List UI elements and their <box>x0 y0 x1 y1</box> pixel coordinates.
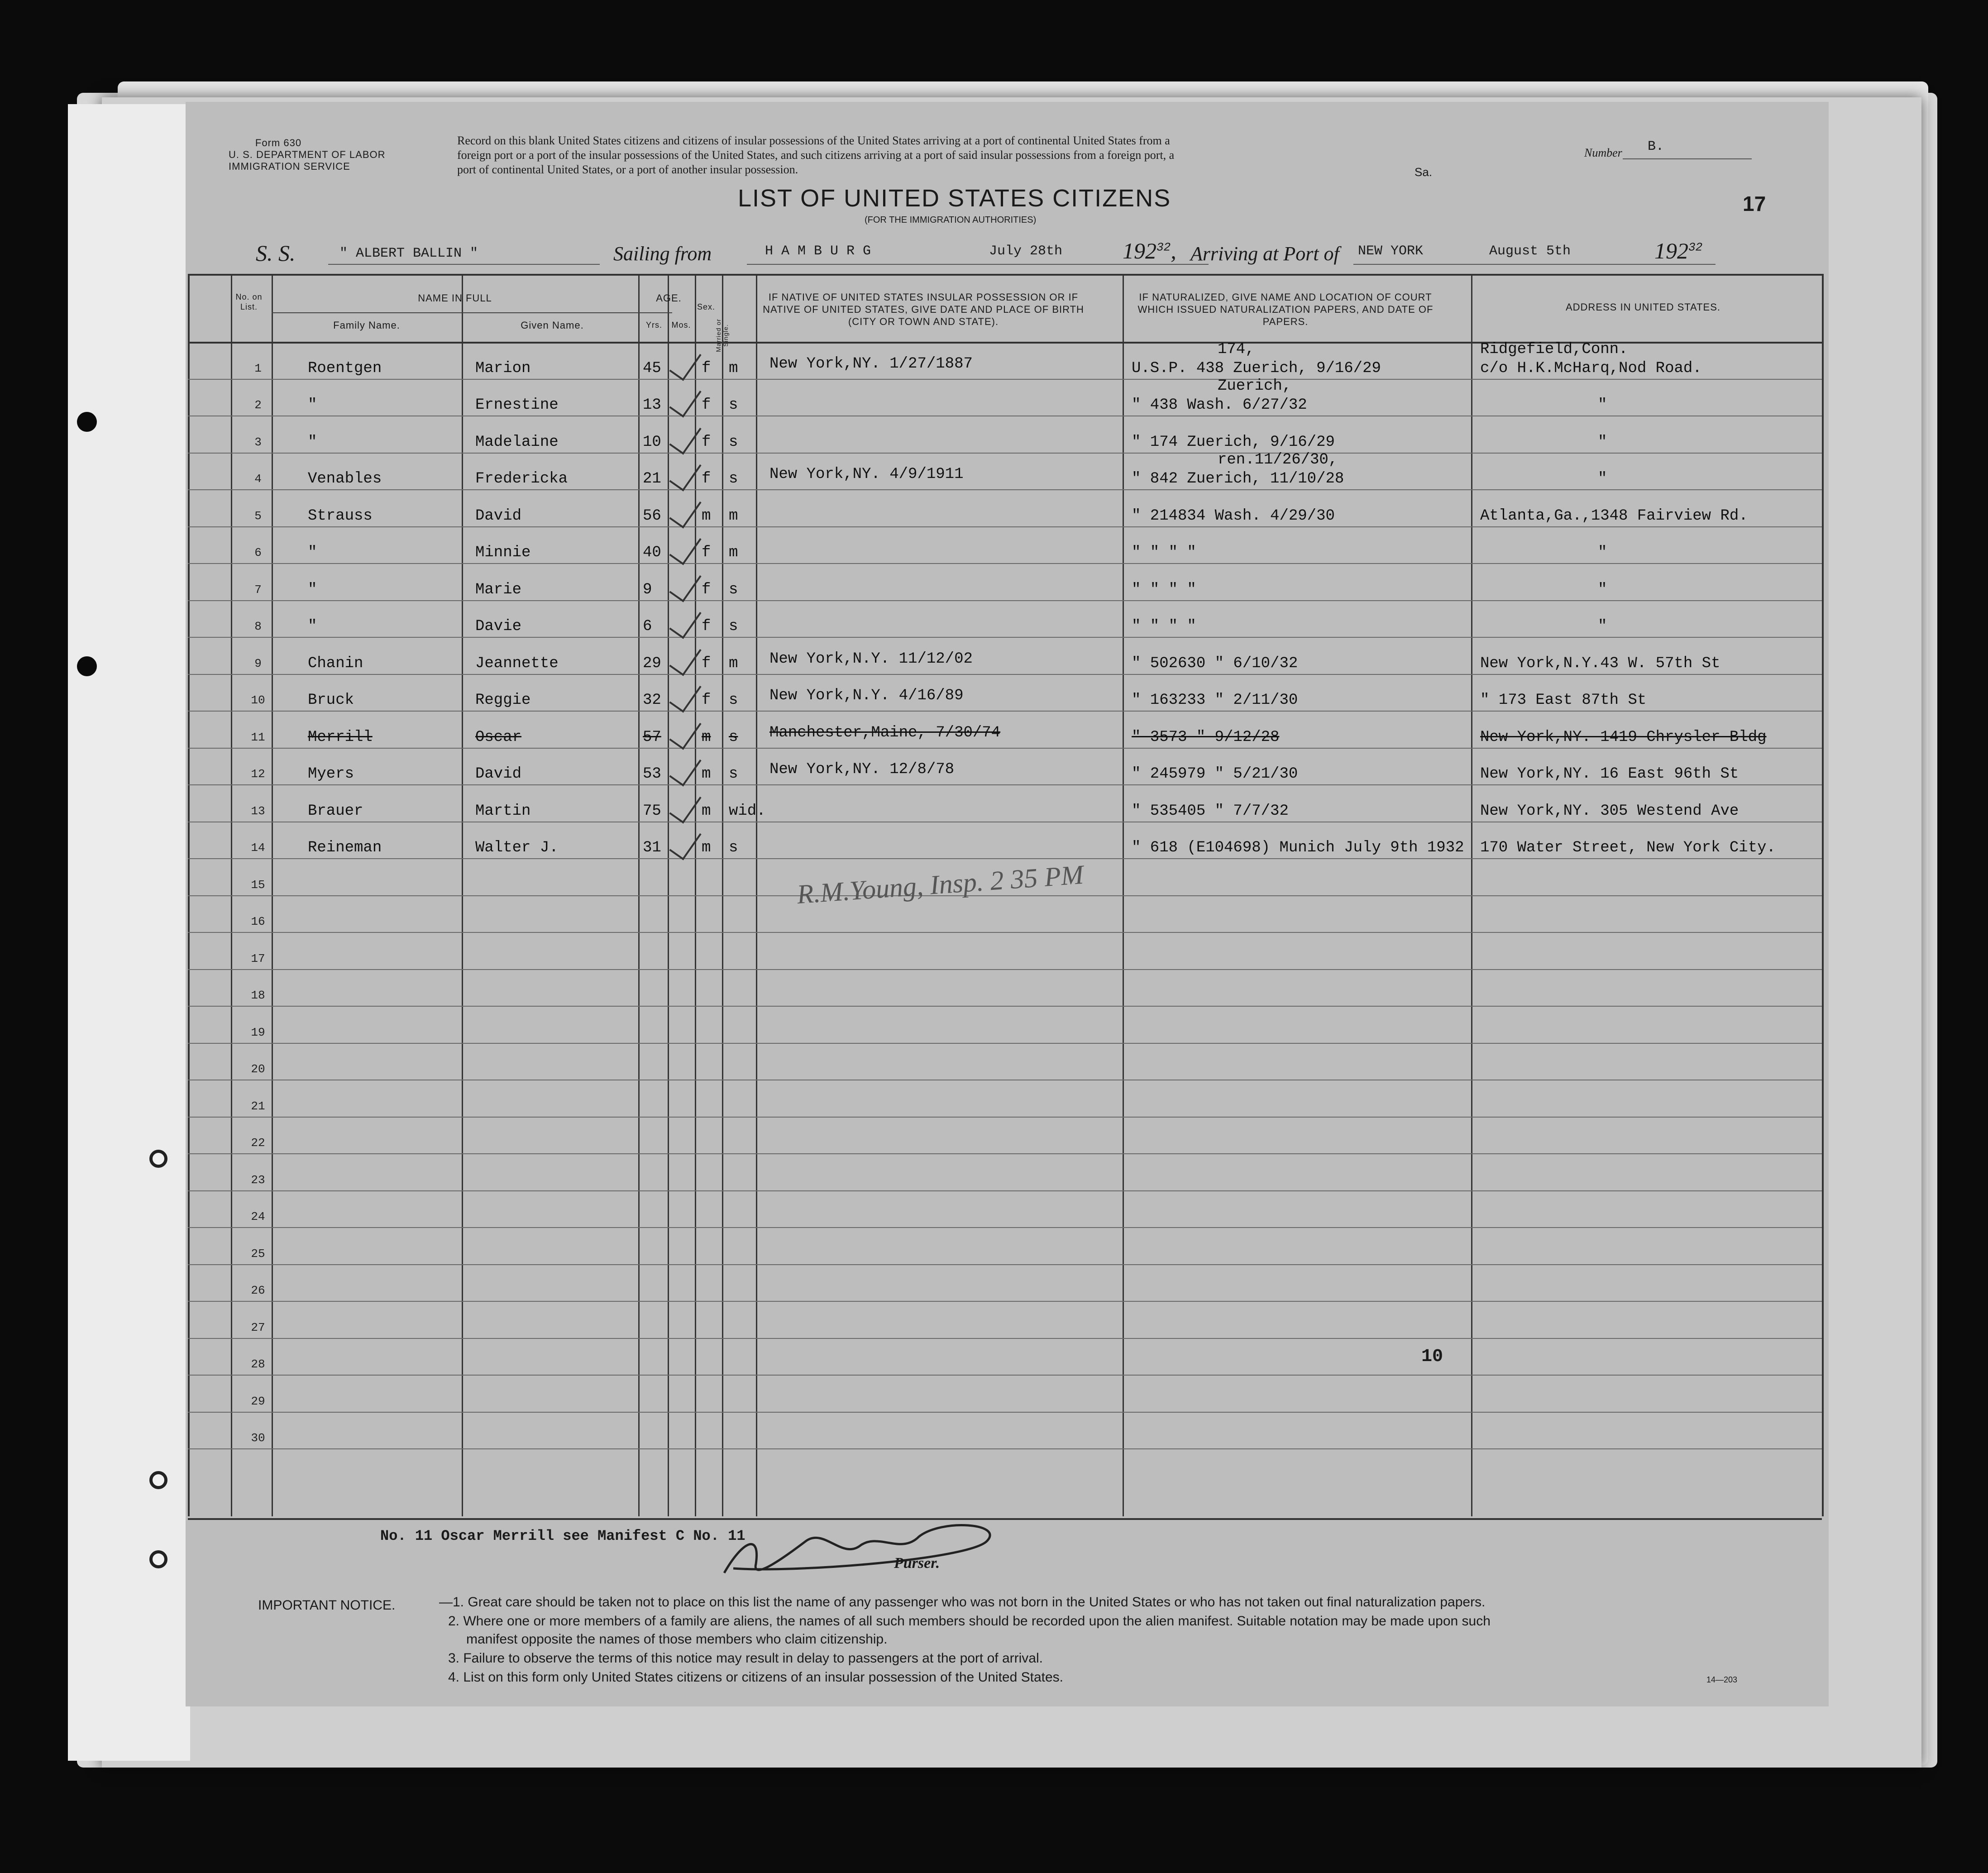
row-number: 17 <box>251 951 265 965</box>
row-number: 30 <box>251 1431 265 1445</box>
marital-status: s <box>729 433 738 451</box>
row-rule <box>188 1375 1822 1376</box>
naturalization-papers: " 842 Zuerich, 11/10/28 <box>1132 470 1344 487</box>
age-years: 56 <box>643 507 661 525</box>
col-address: ADDRESS IN UNITED STATES. <box>1565 301 1720 313</box>
family-name: Bruck <box>308 692 354 709</box>
notice-4: 4. List on this form only United States citizens or citizens of an insular possession of the United States. <box>448 1670 1064 1685</box>
address: New York,NY. 1419 Chrysler Bldg <box>1480 728 1767 746</box>
given-name: David <box>475 765 522 783</box>
col-yrs: Yrs. <box>645 320 662 330</box>
naturalization-note: ren.11/26/30, <box>1218 451 1338 468</box>
notice-2b: manifest opposite the names of those members who claim citizenship. <box>466 1632 888 1647</box>
row-number: 7 <box>254 583 262 597</box>
row-number: 4 <box>254 472 262 486</box>
address: 170 Water Street, New York City. <box>1480 839 1776 856</box>
age-years: 57 <box>643 728 661 746</box>
sailing-year: $192^{32}$, <box>1123 238 1176 263</box>
instructions-line-2: foreign port or a port of the insular possessions of the United States, and such citizens arriving at a port of said insular possessions from a foreign port, a <box>457 148 1175 162</box>
given-name: Davie <box>475 618 522 635</box>
page-subtitle: (FOR THE IMMIGRATION AUTHORITIES) <box>865 215 1037 225</box>
given-name: Oscar <box>475 728 522 746</box>
row-rule <box>188 1227 1822 1228</box>
family-name: Brauer <box>308 802 363 820</box>
department: U. S. DEPARTMENT OF LABOR <box>229 149 386 160</box>
purser-signature <box>706 1514 1023 1586</box>
row-number: 25 <box>251 1247 265 1261</box>
col-no: No. on List. <box>235 292 263 311</box>
arriving-date: August 5th <box>1489 244 1571 259</box>
sa-mark: Sa. <box>1415 165 1433 179</box>
row-rule <box>188 489 1822 490</box>
age-years: 32 <box>643 692 661 709</box>
arriving-label: Arriving at Port of <box>1190 243 1339 265</box>
row-number: 15 <box>251 878 265 892</box>
naturalization-papers: " 214834 Wash. 4/29/30 <box>1132 507 1335 525</box>
row-number: 22 <box>251 1136 265 1150</box>
naturalization-papers: " 618 (E104698) Munich July 9th 1932 <box>1132 839 1464 856</box>
row-number: 16 <box>251 915 265 928</box>
naturalization-papers: " " " " <box>1132 581 1196 598</box>
address-line-1: Ridgefield,Conn. <box>1480 340 1628 358</box>
sex: m <box>702 765 711 783</box>
age-years: 13 <box>643 397 661 414</box>
family-name: Strauss <box>308 507 373 525</box>
sex: f <box>702 544 711 561</box>
birth-place-date: New York,N.Y. 4/16/89 <box>769 687 964 704</box>
row-rule <box>188 1153 1822 1154</box>
age-years: 9 <box>643 581 652 598</box>
row-number: 18 <box>251 989 265 1002</box>
marital-status: m <box>729 544 738 561</box>
row-number: 21 <box>251 1099 265 1113</box>
birth-place-date: New York,NY. 12/8/78 <box>769 761 955 778</box>
instructions <box>457 134 1174 177</box>
given-name: Marie <box>475 581 522 598</box>
row-number: 13 <box>251 804 265 818</box>
notice-2a: 2. Where one or more members of a family are aliens, the names of all such members should be recorded upon the alien manifest. Suitable notation may be made upon such <box>448 1614 1491 1629</box>
row-rule <box>188 932 1822 933</box>
address: " <box>1598 581 1607 598</box>
sex: f <box>702 433 711 451</box>
given-name: Madelaine <box>475 433 559 451</box>
stray-number: 10 <box>1421 1347 1443 1367</box>
table-frame <box>188 274 1822 1520</box>
birth-place-date: Manchester,Maine, 7/30/74 <box>769 724 1001 741</box>
row-number: 3 <box>254 435 262 449</box>
col-given-name: Given Name. <box>521 320 584 331</box>
age-years: 53 <box>643 765 661 783</box>
marital-status: s <box>729 765 738 783</box>
age-years: 31 <box>643 839 661 856</box>
marital-status: s <box>729 397 738 414</box>
form-number: Form 630 <box>255 137 302 148</box>
row-number: 19 <box>251 1025 265 1039</box>
row-number: 27 <box>251 1320 265 1334</box>
given-name: Minnie <box>475 544 531 561</box>
row-rule <box>188 1117 1822 1118</box>
sex: f <box>702 470 711 487</box>
sex: f <box>702 359 711 377</box>
family-name: Chanin <box>308 655 363 672</box>
manifest-note: No. 11 Oscar Merrill see Manifest C No. 11 <box>380 1528 746 1544</box>
number-underline <box>1623 158 1752 159</box>
row-rule <box>188 1338 1822 1339</box>
row-number: 26 <box>251 1284 265 1297</box>
naturalization-papers: " " " " <box>1132 618 1196 635</box>
row-rule <box>188 453 1822 454</box>
col-naturalized: IF NATURALIZED, GIVE NAME AND LOCATION OF COURT WHICH ISSUED NATURALIZATION PAPERS, AND DATE OF PAPERS. <box>1137 291 1434 327</box>
family-name: Reineman <box>308 839 382 856</box>
col-family-name: Family Name. <box>333 320 400 331</box>
row-rule <box>188 1006 1822 1007</box>
number-value: B. <box>1648 139 1664 154</box>
arriving-port: NEW YORK <box>1358 244 1424 259</box>
marital-status: s <box>729 728 738 746</box>
address: " <box>1598 397 1607 414</box>
marital-status: s <box>729 581 738 598</box>
row-rule <box>188 1301 1822 1302</box>
sex: m <box>702 728 711 746</box>
family-name: " <box>308 397 317 414</box>
birth-place-date: New York,NY. 4/9/1911 <box>769 466 964 483</box>
sex: m <box>702 507 711 525</box>
row-rule <box>188 858 1822 859</box>
row-number: 28 <box>251 1357 265 1371</box>
naturalization-note: 174, <box>1218 340 1255 358</box>
row-number: 6 <box>254 546 262 559</box>
purser-label: Purser. <box>894 1555 940 1572</box>
naturalization-papers: " " " " <box>1132 544 1196 561</box>
punch-ring <box>149 1550 167 1568</box>
given-name: Reggie <box>475 692 531 709</box>
age-years: 75 <box>643 802 661 820</box>
service: IMMIGRATION SERVICE <box>229 161 350 172</box>
sex: f <box>702 655 711 672</box>
ship-name: " ALBERT BALLIN " <box>339 246 478 261</box>
naturalization-note: Zuerich, <box>1218 377 1292 395</box>
marital-status: s <box>729 692 738 709</box>
given-name: Jeannette <box>475 655 559 672</box>
row-rule <box>188 969 1822 970</box>
ship-underline <box>328 264 600 265</box>
address: New York,NY. 305 Westend Ave <box>1480 802 1739 820</box>
marital-status: m <box>729 359 738 377</box>
row-number: 9 <box>254 656 262 670</box>
sailing-label: Sailing from <box>613 243 712 265</box>
address: " <box>1598 544 1607 561</box>
age-years: 21 <box>643 470 661 487</box>
row-number: 5 <box>254 509 262 523</box>
sex: f <box>702 397 711 414</box>
family-name: Merrill <box>308 728 373 746</box>
column-rule <box>1822 274 1824 1516</box>
form-id-block <box>229 137 386 172</box>
row-rule <box>188 1412 1822 1413</box>
punch-hole <box>77 412 97 432</box>
notice-label: IMPORTANT NOTICE. <box>258 1598 396 1613</box>
row-rule <box>188 1190 1822 1191</box>
naturalization-papers: " 502630 " 6/10/32 <box>1132 655 1298 672</box>
row-number: 11 <box>251 730 265 744</box>
birth-place-date: New York,N.Y. 11/12/02 <box>769 650 973 668</box>
arriving-year-suffix: 32 <box>1688 240 1703 254</box>
age-years: 10 <box>643 433 661 451</box>
notice-1: —1. Great care should be taken not to place on this list the name of any passenger who was not born in the United States or who has not taken out final naturalization papers. <box>439 1595 1486 1610</box>
page-number: 17 <box>1743 192 1766 215</box>
row-number: 2 <box>254 398 262 412</box>
ss-label: S. S. <box>256 240 296 266</box>
col-mos: Mos. <box>671 320 691 330</box>
marital-status: s <box>729 470 738 487</box>
col-married: Married or Single. <box>715 319 729 352</box>
marital-status: m <box>729 507 738 525</box>
arriving-year <box>1654 238 1702 264</box>
given-name: Ernestine <box>475 397 559 414</box>
birth-place-date: New York,NY. 1/27/1887 <box>769 355 973 373</box>
address: New York,NY. 16 East 96th St <box>1480 765 1739 783</box>
given-name: Fredericka <box>475 470 568 487</box>
row-rule <box>188 526 1822 527</box>
age-years: 40 <box>643 544 661 561</box>
age-years: 45 <box>643 359 661 377</box>
inspector-note: R.M.Young, Insp. 2 35 PM <box>796 859 1085 910</box>
naturalization-papers: " 163233 " 2/11/30 <box>1132 692 1298 709</box>
sex: f <box>702 618 711 635</box>
address: " <box>1598 618 1607 635</box>
sex: m <box>702 802 711 820</box>
row-number: 24 <box>251 1210 265 1223</box>
marital-status: wid. <box>729 802 766 820</box>
address: c/o H.K.McHarq,Nod Road. <box>1480 359 1702 377</box>
row-rule <box>188 379 1822 380</box>
family-name: " <box>308 618 317 635</box>
family-name: Roentgen <box>308 359 382 377</box>
address: " 173 East 87th St <box>1480 692 1647 709</box>
sex: f <box>702 692 711 709</box>
row-number: 10 <box>251 693 265 707</box>
form-code: 14—203 <box>1706 1675 1738 1684</box>
naturalization-papers: " 3573 " 9/12/28 <box>1132 728 1280 746</box>
col-name-in-full: NAME IN FULL <box>418 292 492 304</box>
given-name: Marion <box>475 359 531 377</box>
naturalization-papers: " 174 Zuerich, 9/16/29 <box>1132 433 1335 451</box>
naturalization-papers: " 438 Wash. 6/27/32 <box>1132 397 1307 414</box>
sex: m <box>702 839 711 856</box>
address: Atlanta,Ga.,1348 Fairview Rd. <box>1480 507 1748 525</box>
address: New York,N.Y.43 W. 57th St <box>1480 655 1720 672</box>
row-rule <box>188 600 1822 601</box>
number-label: Number <box>1584 146 1622 159</box>
sailing-year-prefix: 192 <box>1123 238 1156 263</box>
row-rule <box>188 637 1822 638</box>
punch-hole <box>77 656 97 676</box>
given-name: Walter J. <box>475 839 559 856</box>
row-number: 12 <box>251 767 265 781</box>
instructions-line-3: port of continental United States, or a port of another insular possession. <box>457 163 798 176</box>
row-rule <box>188 1043 1822 1044</box>
arriving-year-prefix: 192 <box>1654 238 1688 263</box>
punch-ring <box>149 1150 167 1168</box>
page-title: LIST OF UNITED STATES CITIZENS <box>738 185 1171 212</box>
punch-ring <box>149 1471 167 1489</box>
row-number: 20 <box>251 1062 265 1076</box>
row-number: 23 <box>251 1173 265 1187</box>
naturalization-papers: " 245979 " 5/21/30 <box>1132 765 1298 783</box>
family-name: " <box>308 544 317 561</box>
sailing-underline <box>747 264 1209 265</box>
row-number: 29 <box>251 1394 265 1408</box>
address: " <box>1598 470 1607 487</box>
family-name: Venables <box>308 470 382 487</box>
row-number: 1 <box>254 361 262 375</box>
col-sex: Sex. <box>697 302 716 311</box>
col-birth: IF NATIVE OF UNITED STATES INSULAR POSSESSION OR IF NATIVE OF UNITED STATES, GIVE DATE AND PLACE OF BIRTH (CITY OR TOWN AND STATE). <box>763 291 1084 327</box>
arriving-underline <box>1353 264 1716 265</box>
col-age: AGE. <box>656 292 682 304</box>
sailing-date: July 28th <box>989 244 1063 259</box>
sex: f <box>702 581 711 598</box>
sailing-year-suffix: 32 <box>1156 240 1171 254</box>
instructions-line-1: Record on this blank United States citizens and citizens of insular possessions of the United States arriving at a port of continental United States from a <box>457 134 1170 147</box>
marital-status: m <box>729 655 738 672</box>
name-header-rule <box>272 312 672 313</box>
marital-status: s <box>729 839 738 856</box>
given-name: Martin <box>475 802 531 820</box>
naturalization-papers: " 535405 " 7/7/32 <box>1132 802 1289 820</box>
row-rule <box>188 563 1822 564</box>
binding-strip <box>68 104 190 1761</box>
family-name: " <box>308 433 317 451</box>
naturalization-papers: U.S.P. 438 Zuerich, 9/16/29 <box>1132 359 1381 377</box>
row-rule <box>188 674 1822 675</box>
citizen-list-form <box>186 102 1829 1706</box>
row-number: 14 <box>251 841 265 855</box>
notice-3: 3. Failure to observe the terms of this notice may result in delay to passengers at the port of arrival. <box>448 1651 1043 1666</box>
marital-status: s <box>729 618 738 635</box>
age-years: 6 <box>643 618 652 635</box>
row-rule <box>188 711 1822 712</box>
age-years: 29 <box>643 655 661 672</box>
address: " <box>1598 433 1607 451</box>
row-rule <box>188 748 1822 749</box>
given-name: David <box>475 507 522 525</box>
row-rule <box>188 1448 1822 1449</box>
row-rule <box>188 1264 1822 1265</box>
row-rule <box>188 784 1822 785</box>
row-number: 8 <box>254 620 262 633</box>
family-name: " <box>308 581 317 598</box>
sailing-from: H A M B U R G <box>765 244 871 259</box>
family-name: Myers <box>308 765 354 783</box>
